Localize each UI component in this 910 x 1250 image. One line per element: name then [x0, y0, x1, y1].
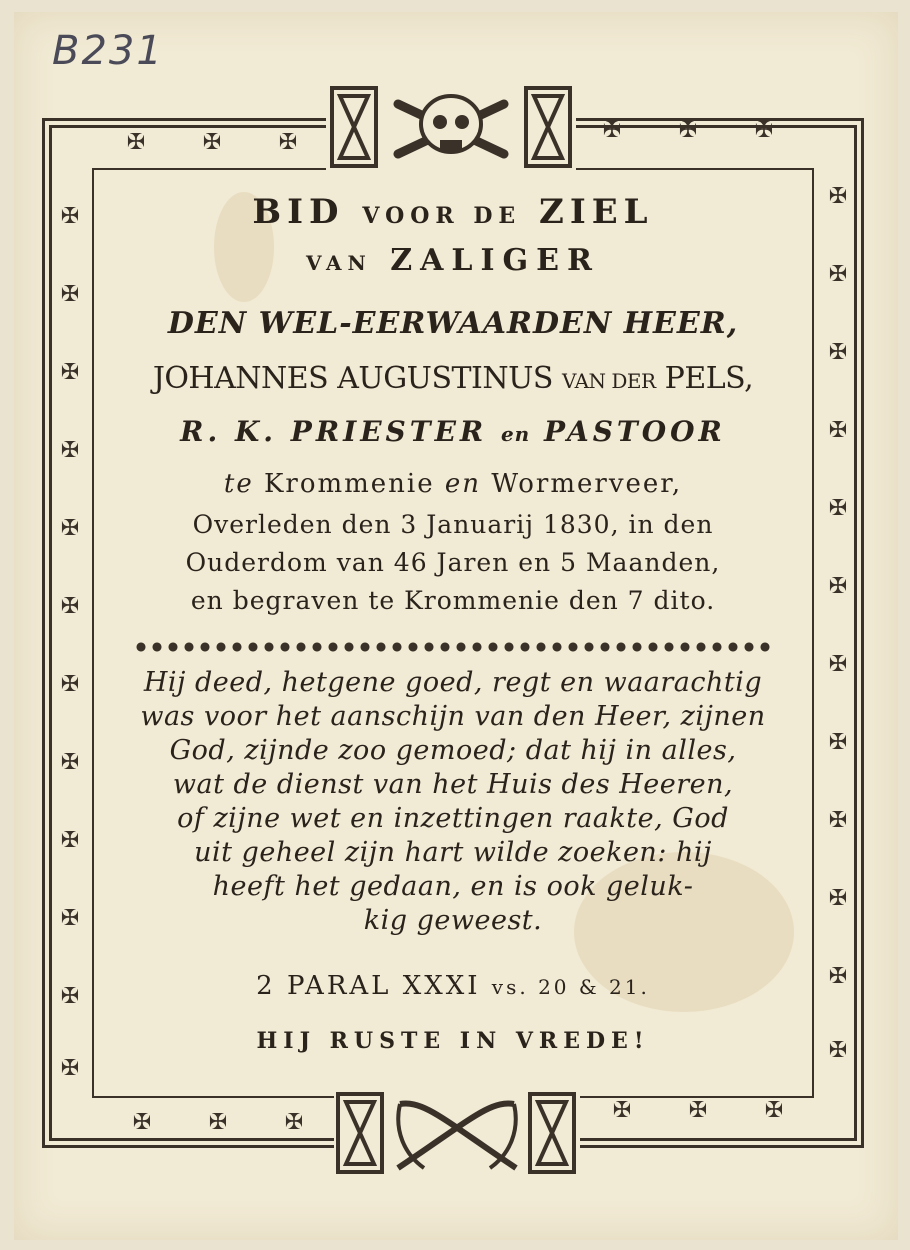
- name-part: JOHANNES AUGUSTINUS: [152, 361, 553, 396]
- title-line: DEN WEL-EERWAARDEN HEER,: [167, 306, 739, 341]
- cross-pattee-icon: ✠: [60, 1056, 80, 1081]
- heading-word: ZIEL: [539, 192, 654, 232]
- verse-line: wat de dienst van het Huis des Heeren,: [172, 769, 734, 800]
- verse-line: God, zijnde zoo gemoed; dat hij in alles,: [169, 735, 737, 766]
- cross-pattee-icon: ✠: [126, 130, 146, 155]
- place-word: Krommenie: [263, 469, 435, 499]
- place-line: [100, 462, 806, 506]
- card-text: [100, 190, 806, 1061]
- name-part: PELS,: [664, 361, 754, 396]
- office-word: en: [500, 422, 531, 446]
- cross-pattee-icon: ✠: [278, 130, 298, 155]
- verse-line: heeft het gedaan, en is ook geluk-: [212, 871, 694, 902]
- cross-pattee-icon: ✠: [60, 906, 80, 931]
- cross-pattee-icon: ✠: [284, 1110, 304, 1135]
- cross-pattee-icon: ✠: [208, 1110, 228, 1135]
- reference-part: vs. 20 & 21.: [491, 975, 650, 999]
- verse-line: Hij deed, hetgene goed, regt en waarachtig: [143, 667, 763, 698]
- heading-word: BID: [252, 192, 345, 232]
- heading-line-1: [100, 190, 806, 238]
- cross-pattee-icon: ✠: [612, 1098, 632, 1123]
- cross-pattee-icon: ✠: [60, 984, 80, 1009]
- office-word: R. K. PRIESTER: [180, 415, 488, 448]
- date-line: Overleden den 3 Januarij 1830, in den: [192, 510, 714, 539]
- cross-pattee-icon: ✠: [764, 1098, 784, 1123]
- archive-number: B231: [52, 28, 164, 74]
- reference-part: PARAL: [286, 971, 392, 1001]
- verse-line: of zijne wet en inzettingen raakte, God: [177, 803, 729, 834]
- cross-pattee-icon: ✠: [828, 886, 848, 911]
- reference-part: 2: [256, 971, 276, 1001]
- date-line: en begraven te Krommenie den 7 dito.: [190, 586, 716, 615]
- office-line: [100, 404, 806, 462]
- cross-pattee-icon: ✠: [60, 438, 80, 463]
- heading-line-2: [100, 238, 806, 286]
- cross-pattee-icon: ✠: [688, 1098, 708, 1123]
- cross-pattee-icon: ✠: [828, 496, 848, 521]
- heading-word: VOOR DE: [362, 203, 522, 229]
- cross-pattee-icon: ✠: [678, 118, 698, 143]
- cross-pattee-icon: ✠: [828, 418, 848, 443]
- top-emblem: [326, 84, 576, 170]
- cross-pattee-icon: ✠: [828, 808, 848, 833]
- cross-pattee-icon: ✠: [828, 262, 848, 287]
- cross-pattee-icon: ✠: [60, 672, 80, 697]
- cross-pattee-icon: ✠: [754, 118, 774, 143]
- cross-pattee-icon: ✠: [60, 828, 80, 853]
- scripture-reference: [100, 966, 806, 1007]
- cross-pattee-icon: ✠: [60, 282, 80, 307]
- closing-line: HIJ RUSTE IN VREDE!: [256, 1028, 650, 1054]
- deceased-name: [100, 356, 806, 404]
- cross-pattee-icon: ✠: [828, 184, 848, 209]
- verse-line: was voor het aanschijn van den Heer, zijnen: [140, 701, 766, 732]
- place-word: Wormerveer,: [491, 469, 683, 499]
- crossed-scythes-icon: [334, 1090, 580, 1176]
- cross-pattee-icon: ✠: [202, 130, 222, 155]
- cross-pattee-icon: ✠: [828, 652, 848, 677]
- place-word: te: [223, 469, 254, 499]
- cross-pattee-icon: ✠: [60, 750, 80, 775]
- cross-pattee-icon: ✠: [602, 118, 622, 143]
- office-word: PASTOOR: [543, 415, 726, 448]
- bottom-emblem: [334, 1090, 580, 1176]
- cross-pattee-icon: ✠: [828, 340, 848, 365]
- cross-pattee-icon: ✠: [60, 360, 80, 385]
- cross-pattee-icon: ✠: [60, 516, 80, 541]
- verse-line: uit geheel zijn hart wilde zoeken: hij: [194, 837, 712, 868]
- heading-word: ZALIGER: [390, 243, 600, 278]
- cross-pattee-icon: ✠: [828, 730, 848, 755]
- date-line: Ouderdom van 46 Jaren en 5 Maanden,: [185, 548, 721, 577]
- cross-pattee-icon: ✠: [828, 964, 848, 989]
- heading-word: VAN: [306, 251, 372, 275]
- cross-pattee-icon: ✠: [828, 574, 848, 599]
- cross-pattee-icon: ✠: [60, 594, 80, 619]
- skull-crossbones-icon: [326, 84, 576, 170]
- cross-pattee-icon: ✠: [828, 1038, 848, 1063]
- cross-pattee-icon: ✠: [60, 204, 80, 229]
- cross-pattee-icon: ✠: [132, 1110, 152, 1135]
- reference-part: XXXI: [402, 971, 481, 1001]
- ornamental-divider: [133, 642, 773, 652]
- verse-line: kig geweest.: [363, 905, 543, 936]
- name-part: VAN DER: [562, 369, 656, 393]
- place-word: en: [444, 469, 482, 499]
